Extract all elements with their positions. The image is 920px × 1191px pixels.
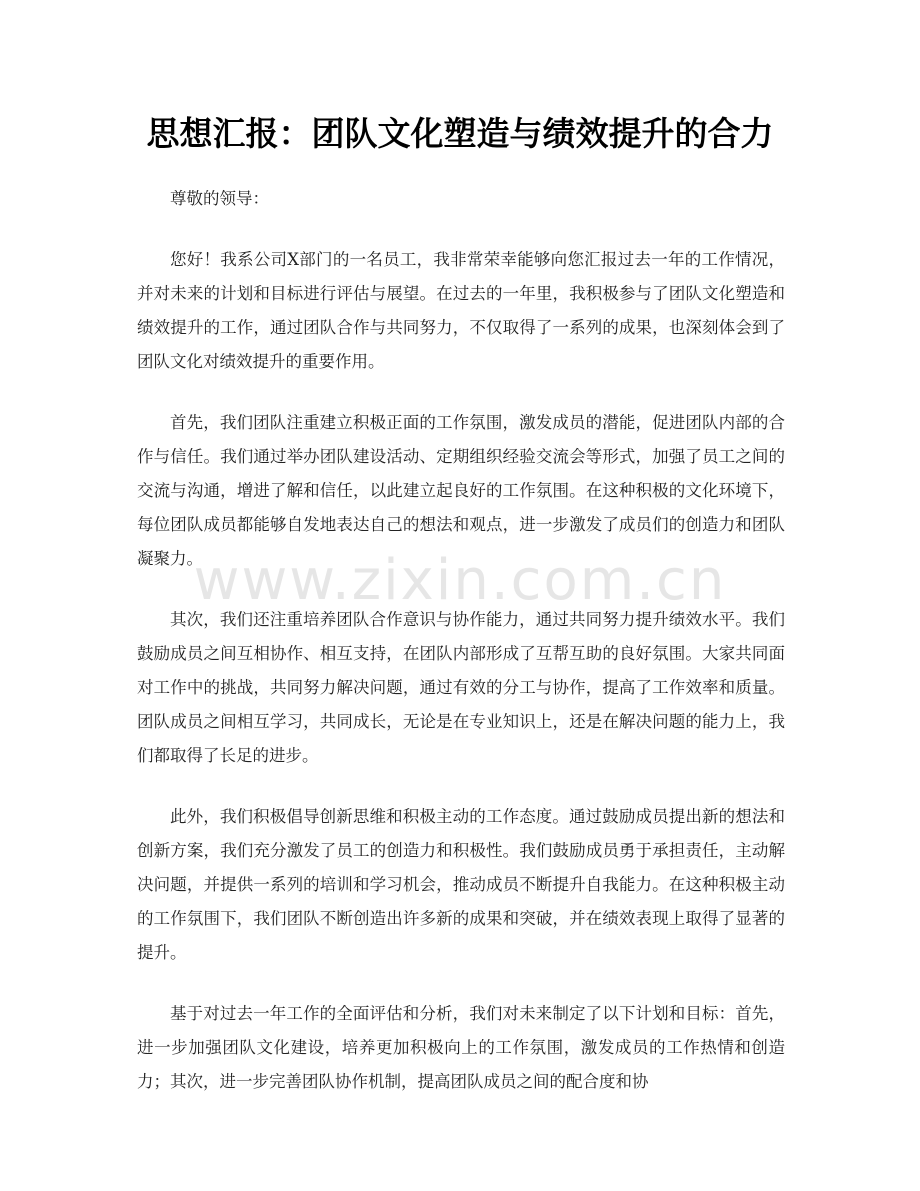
salutation: 尊敬的领导：	[170, 189, 269, 208]
paragraph-1: 您好！我系公司X部门的一名员工，我非常荣幸能够向您汇报过去一年的工作情况，并对未来的计划和目标进行评估与展望。在过去的一年里，我积极参与了团队文化塑造和绩效提升的工作，通过团队合作与共同努力，不仅取得了一系列的成果，也深刻体会到了团队文化对绩效提升的重要作用。	[137, 250, 785, 371]
paragraph-3: 其次，我们还注重培养团队合作意识与协作能力，通过共同努力提升绩效水平。我们鼓励成员之间互相协作、相互支持，在团队内部形成了互帮互助的良好氛围。大家共同面对工作中的挑战，共同努力解决问题，通过有效的分工与协作，提高了工作效率和质量。团队成员之间相互学习，共同成长，无论是在专业知识上，还是在解决问题的能力上，我们都取得了长足的进步。	[137, 610, 785, 765]
paragraph-2: 首先，我们团队注重建立积极正面的工作氛围，激发成员的潜能，促进团队内部的合作与信任。我们通过举办团队建设活动、定期组织经验交流会等形式，加强了员工之间的交流与沟通，增进了解和信任，以此建立起良好的工作氛围。在这种积极的文化环境下，每位团队成员都能够自发地表达自己的想法和观点，进一步激发了成员们的创造力和团队凝聚力。	[137, 413, 785, 568]
document-title: 思想汇报：团队文化塑造与绩效提升的合力	[146, 114, 774, 153]
paragraph-5: 基于对过去一年工作的全面评估和分析，我们对未来制定了以下计划和目标：首先，进一步加强团队文化建设，培养更加积极向上的工作氛围，激发成员的工作热情和创造力；其次，进一步完善团队协作机制，提高团队成员之间的配合度和协	[137, 1004, 785, 1091]
watermark: www.zixin.com.cn	[193, 548, 727, 613]
paragraph-4: 此外，我们积极倡导创新思维和积极主动的工作态度。通过鼓励成员提出新的想法和创新方案，我们充分激发了员工的创造力和积极性。我们鼓励成员勇于承担责任，主动解决问题，并提供一系列的培训和学习机会，推动成员不断提升自我能力。在这种积极主动的工作氛围下，我们团队不断创造出许多新的成果和突破，并在绩效表现上取得了显著的提升。	[137, 807, 785, 962]
document-body	[137, 182, 785, 1126]
